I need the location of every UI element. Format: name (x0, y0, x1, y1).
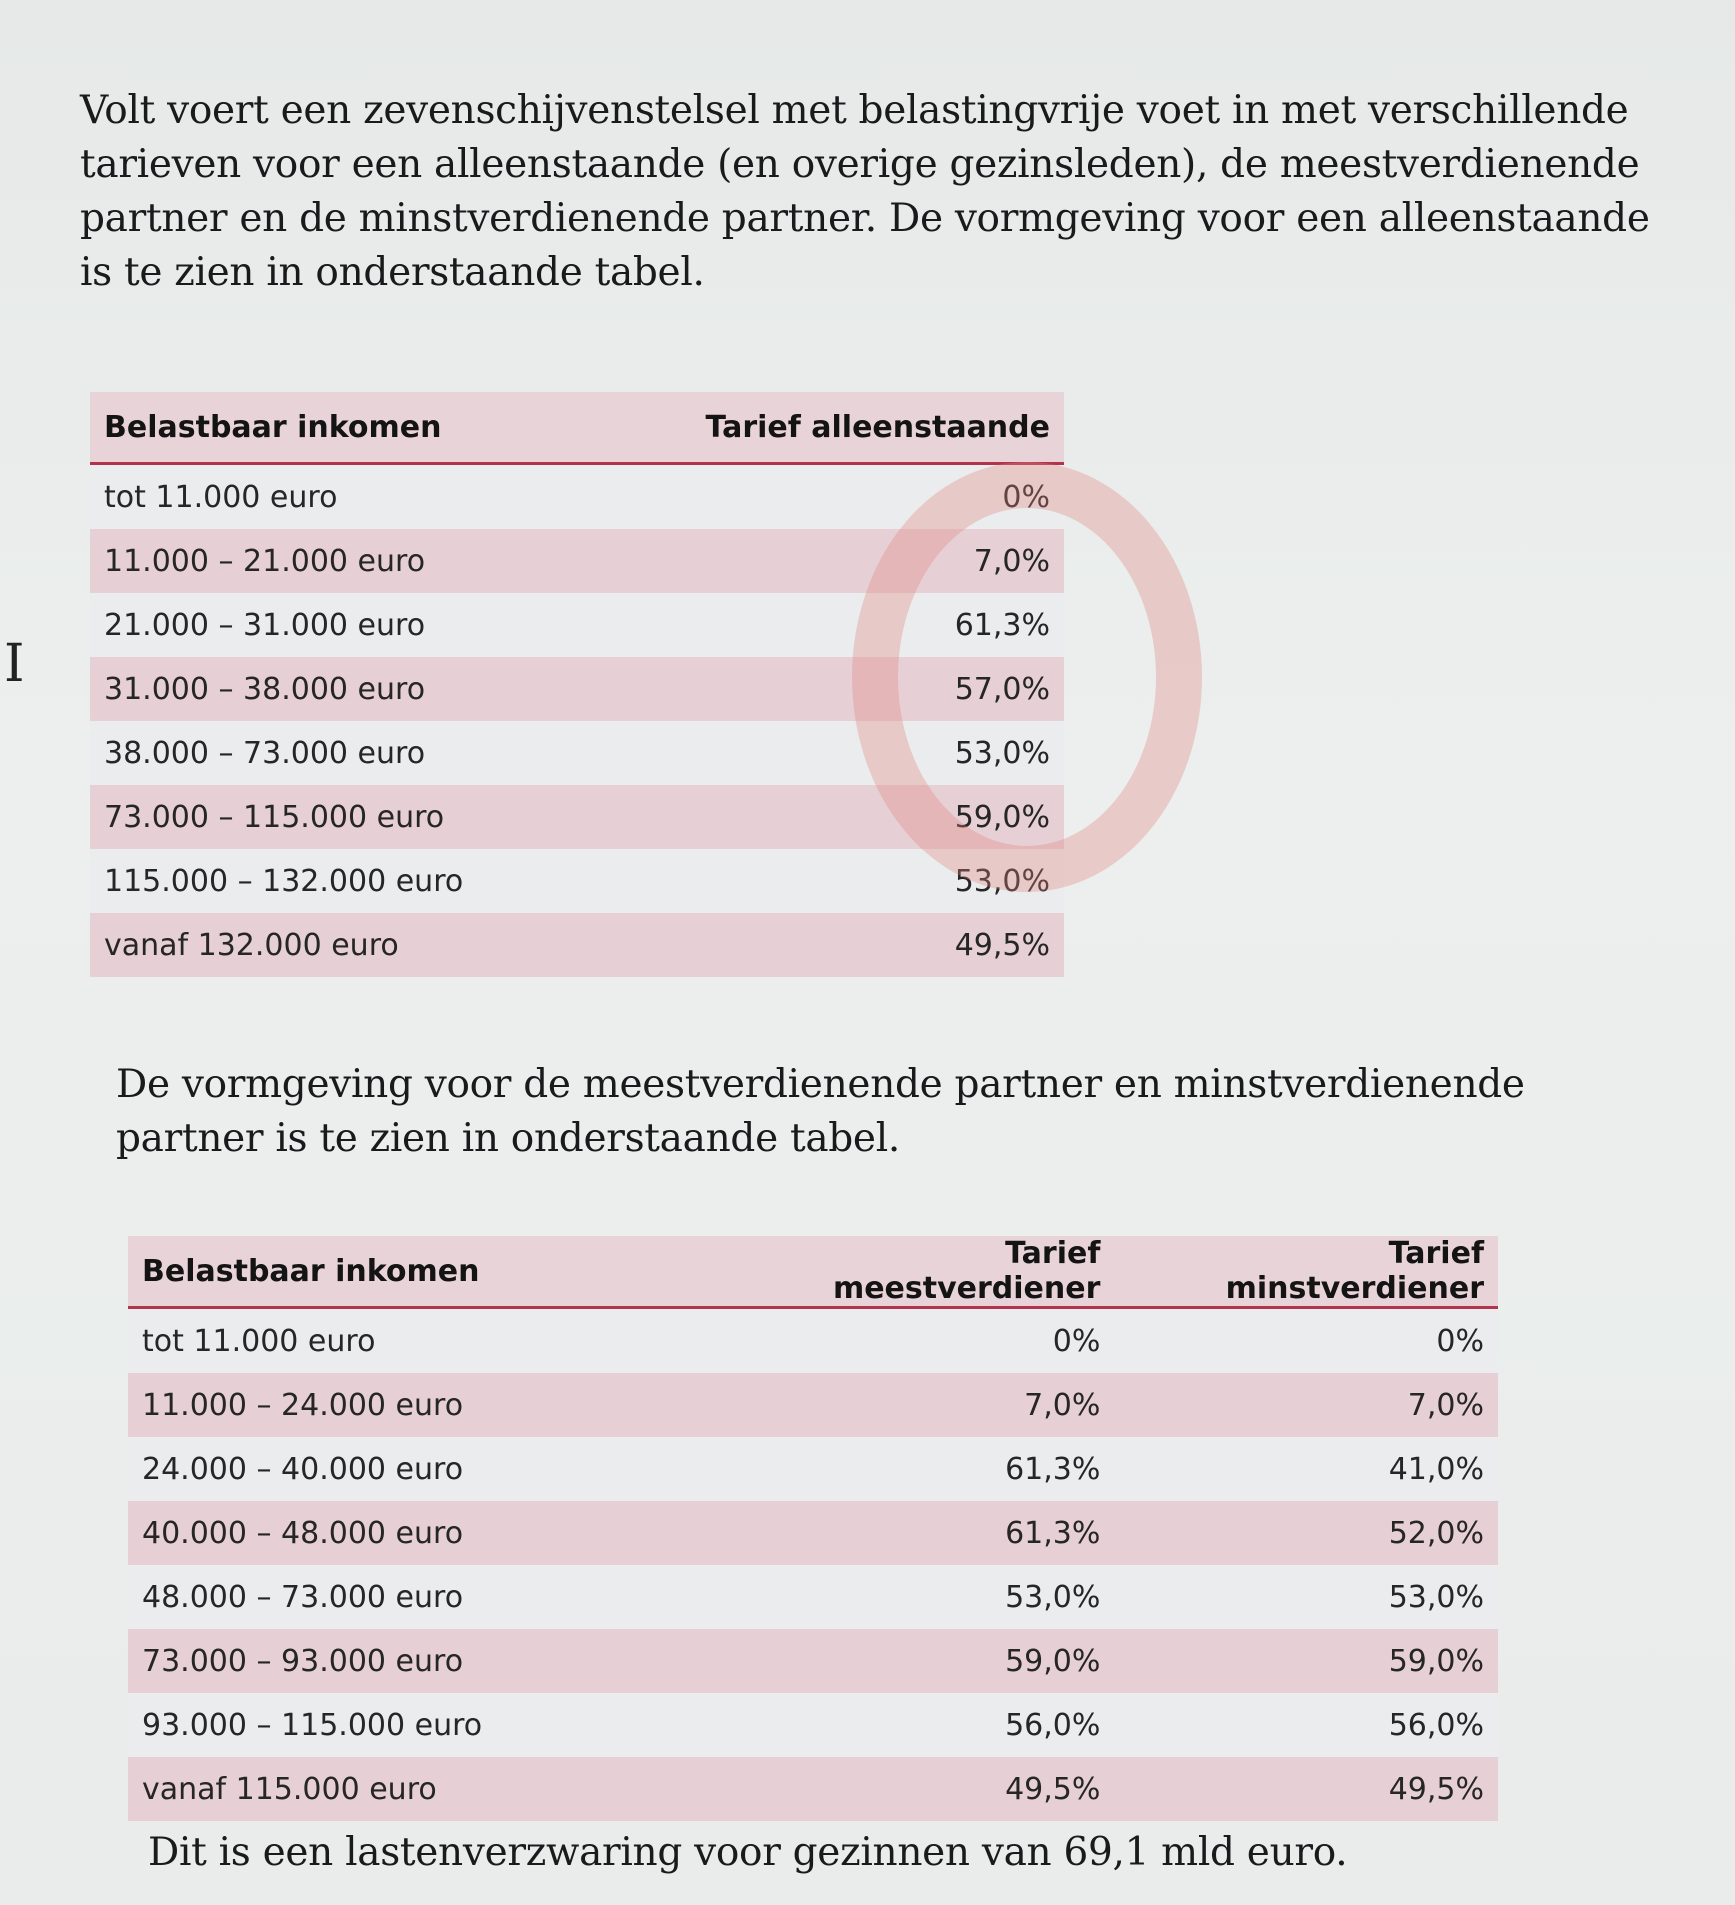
table-row (90, 849, 1064, 913)
table-row (128, 1501, 1498, 1565)
income-cell: vanaf 115.000 euro (128, 1757, 731, 1821)
table-row (128, 1308, 1498, 1374)
income-cell: 11.000 – 24.000 euro (128, 1373, 731, 1437)
table-row (90, 464, 1064, 530)
higher-earner-rate-cell: 53,0% (731, 1565, 1115, 1629)
lower-earner-rate-cell: 7,0% (1114, 1373, 1498, 1437)
table-row (128, 1373, 1498, 1437)
higher-earner-rate-cell: 61,3% (731, 1437, 1115, 1501)
higher-earner-rate-cell: 49,5% (731, 1757, 1115, 1821)
lower-earner-rate-cell: 52,0% (1114, 1501, 1498, 1565)
higher-earner-rate-cell: 56,0% (731, 1693, 1115, 1757)
header-income: Belastbaar inkomen (90, 392, 674, 464)
partner-rate-table (128, 1236, 1498, 1821)
table-row (90, 913, 1064, 977)
income-cell: 38.000 – 73.000 euro (90, 721, 674, 785)
lower-earner-rate-cell: 0% (1114, 1308, 1498, 1374)
income-cell: 73.000 – 115.000 euro (90, 785, 674, 849)
table-row (90, 529, 1064, 593)
partners-paragraph: De vormgeving voor de meestverdienende partner en minstverdienende partner is te zien in onderstaande tabel. (116, 1062, 1525, 1161)
lower-earner-rate-cell: 59,0% (1114, 1629, 1498, 1693)
table-header-row (128, 1236, 1498, 1308)
table-row (128, 1565, 1498, 1629)
table-header-row (90, 392, 1064, 464)
text-cursor-icon: I (4, 634, 25, 694)
table-row (128, 1437, 1498, 1501)
income-cell: 48.000 – 73.000 euro (128, 1565, 731, 1629)
higher-earner-rate-cell: 7,0% (731, 1373, 1115, 1437)
income-cell: 31.000 – 38.000 euro (90, 657, 674, 721)
income-cell: tot 11.000 euro (128, 1308, 731, 1374)
rate-cell: 53,0% (674, 721, 1064, 785)
header-higher-earner-rate: Tarief meestverdiener (731, 1236, 1115, 1308)
table-row (128, 1629, 1498, 1693)
intro-paragraph: Volt voert een zevenschijvenstelsel met belastingvrije voet in met verschillende tarieven voor een alleenstaande (en overige gezinsleden), de meestverdienende partner en de minstverdienende partner. De vormgeving voor een alleenstaande is te zien in onderstaande tabel. (80, 88, 1650, 295)
table-row (90, 593, 1064, 657)
table-row (128, 1757, 1498, 1821)
rate-cell: 59,0% (674, 785, 1064, 849)
rate-cell: 53,0% (674, 849, 1064, 913)
income-cell: vanaf 132.000 euro (90, 913, 674, 977)
conclusion-paragraph: Dit is een lastenverzwaring voor gezinnen van 69,1 mld euro. (148, 1830, 1348, 1875)
single-rate-table (90, 392, 1064, 977)
lower-earner-rate-cell: 49,5% (1114, 1757, 1498, 1821)
income-cell: 73.000 – 93.000 euro (128, 1629, 731, 1693)
table-row (128, 1693, 1498, 1757)
higher-earner-rate-cell: 59,0% (731, 1629, 1115, 1693)
income-cell: 93.000 – 115.000 euro (128, 1693, 731, 1757)
income-cell: 40.000 – 48.000 euro (128, 1501, 731, 1565)
income-cell: 115.000 – 132.000 euro (90, 849, 674, 913)
table-row (90, 721, 1064, 785)
rate-cell: 57,0% (674, 657, 1064, 721)
rate-cell: 61,3% (674, 593, 1064, 657)
rate-cell: 49,5% (674, 913, 1064, 977)
higher-earner-rate-cell: 0% (731, 1308, 1115, 1374)
table-row (90, 657, 1064, 721)
rate-cell: 0% (674, 464, 1064, 530)
table-row (90, 785, 1064, 849)
rate-cell: 7,0% (674, 529, 1064, 593)
lower-earner-rate-cell: 56,0% (1114, 1693, 1498, 1757)
header-single-rate: Tarief alleenstaande (674, 392, 1064, 464)
lower-earner-rate-cell: 41,0% (1114, 1437, 1498, 1501)
income-cell: 21.000 – 31.000 euro (90, 593, 674, 657)
higher-earner-rate-cell: 61,3% (731, 1501, 1115, 1565)
income-cell: tot 11.000 euro (90, 464, 674, 530)
lower-earner-rate-cell: 53,0% (1114, 1565, 1498, 1629)
header-income: Belastbaar inkomen (128, 1236, 731, 1308)
header-lower-earner-rate: Tarief minstverdiener (1114, 1236, 1498, 1308)
income-cell: 11.000 – 21.000 euro (90, 529, 674, 593)
income-cell: 24.000 – 40.000 euro (128, 1437, 731, 1501)
